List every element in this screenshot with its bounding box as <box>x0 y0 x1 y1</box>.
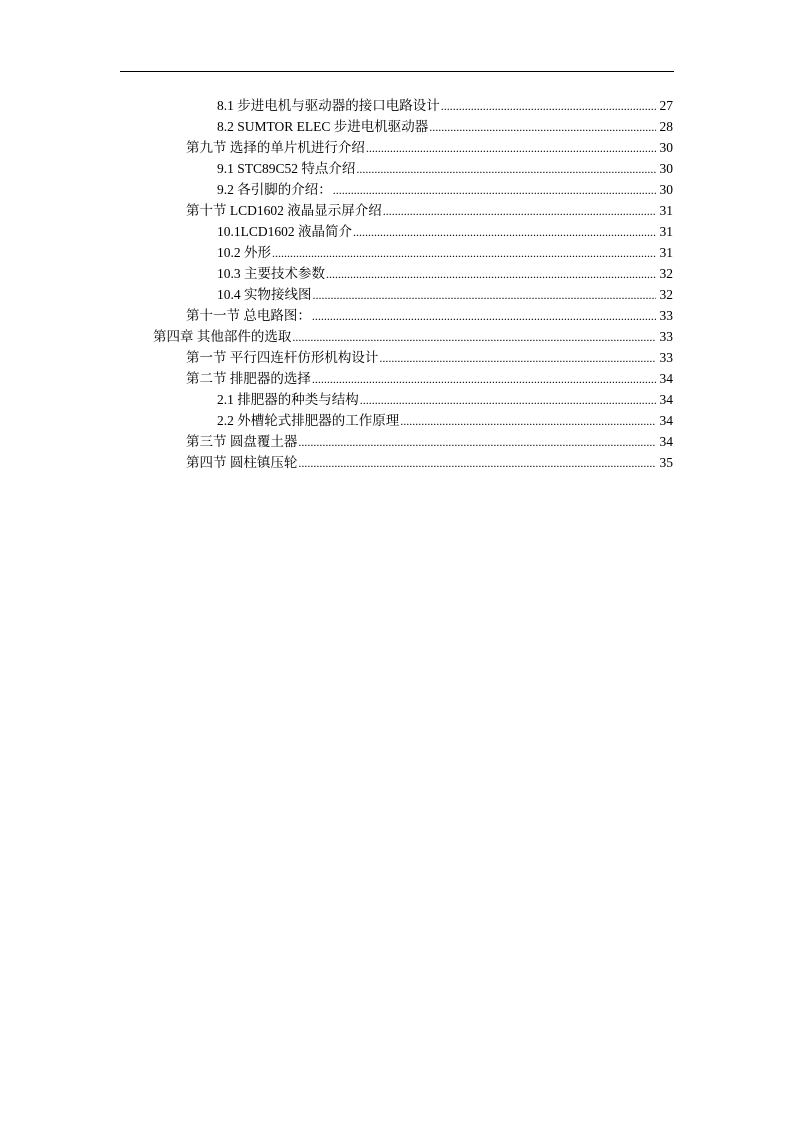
toc-dot-leader <box>441 96 656 117</box>
toc-dot-leader <box>333 180 656 201</box>
toc-entry[interactable] <box>186 200 673 221</box>
toc-entry-page: 31 <box>659 224 673 239</box>
toc-entry[interactable] <box>153 326 673 347</box>
toc-entry-label: 第十一节 总电路图： <box>186 308 311 323</box>
toc-dot-leader <box>312 306 656 327</box>
toc-entry[interactable] <box>217 284 673 305</box>
toc-dot-leader <box>312 369 656 390</box>
toc-entry-page: 32 <box>659 266 673 281</box>
toc-dot-leader <box>326 264 656 285</box>
toc-entry[interactable] <box>186 137 673 158</box>
toc-entry-label: 8.1 步进电机与驱动器的接口电路设计 <box>217 98 440 113</box>
toc-entry-label: 10.1LCD1602 液晶简介 <box>217 224 352 239</box>
toc-entry-page: 35 <box>659 455 673 470</box>
toc-entry[interactable] <box>217 179 673 200</box>
toc-entry-page: 27 <box>659 98 673 113</box>
toc-entry-page: 33 <box>659 308 673 323</box>
toc-entry[interactable] <box>217 263 673 284</box>
toc-entry-label: 2.1 排肥器的种类与结构 <box>217 392 359 407</box>
toc-entry[interactable] <box>217 242 673 263</box>
toc-entry-page: 30 <box>659 140 673 155</box>
toc-entry-label: 10.4 实物接线图 <box>217 287 312 302</box>
toc-entry-page: 30 <box>659 182 673 197</box>
toc-entry-page: 33 <box>659 329 673 344</box>
toc-entry[interactable] <box>186 431 673 452</box>
toc-dot-leader <box>429 117 656 138</box>
toc-dot-leader <box>400 411 656 432</box>
toc-dot-leader <box>298 432 656 453</box>
toc-entry-page: 30 <box>659 161 673 176</box>
toc-entry[interactable] <box>186 305 673 326</box>
toc-entry-label: 第十节 LCD1602 液晶显示屏介绍 <box>186 203 382 218</box>
toc-entry-label: 第二节 排肥器的选择 <box>186 371 311 386</box>
toc-entry[interactable] <box>217 95 673 116</box>
toc-entry-page: 31 <box>659 245 673 260</box>
toc-entry-page: 31 <box>659 203 673 218</box>
toc-dot-leader <box>292 327 656 348</box>
toc-dot-leader <box>383 201 656 222</box>
toc-entry[interactable] <box>217 116 673 137</box>
toc-dot-leader <box>313 285 657 306</box>
toc-entry[interactable] <box>186 347 673 368</box>
toc-dot-leader <box>298 453 656 474</box>
toc-entry[interactable] <box>217 410 673 431</box>
toc-entry-label: 2.2 外槽轮式排肥器的工作原理 <box>217 413 400 428</box>
toc-entry-label: 10.3 主要技术参数 <box>217 266 325 281</box>
header-rule <box>120 71 674 72</box>
toc-dot-leader <box>379 348 656 369</box>
toc-entry-label: 第一节 平行四连杆仿形机构设计 <box>186 350 379 365</box>
toc-entry-label: 第四节 圆柱镇压轮 <box>186 455 298 470</box>
toc-dot-leader <box>356 159 656 180</box>
toc-entry-label: 9.2 各引脚的介绍： <box>217 182 332 197</box>
toc-entry-label: 第三节 圆盘覆土器 <box>186 434 298 449</box>
toc-entry-page: 34 <box>659 434 673 449</box>
toc-entry[interactable] <box>186 368 673 389</box>
toc-entry[interactable] <box>217 158 673 179</box>
toc-entry-page: 33 <box>659 350 673 365</box>
toc-entry-label: 第四章 其他部件的选取 <box>153 329 292 344</box>
toc-entry-label: 第九节 选择的单片机进行介绍 <box>186 140 365 155</box>
toc-entry[interactable] <box>217 221 673 242</box>
toc-entry-page: 34 <box>659 413 673 428</box>
toc-entry[interactable] <box>217 389 673 410</box>
toc-entry[interactable] <box>186 452 673 473</box>
toc-entry-label: 8.2 SUMTOR ELEC 步进电机驱动器 <box>217 119 429 134</box>
toc-entry-page: 34 <box>659 371 673 386</box>
toc-dot-leader <box>360 390 656 411</box>
toc-entry-label: 10.2 外形 <box>217 245 271 260</box>
toc-dot-leader <box>272 243 656 264</box>
toc-entry-page: 28 <box>659 119 673 134</box>
toc-entry-label: 9.1 STC89C52 特点介绍 <box>217 161 356 176</box>
toc-entry-page: 34 <box>659 392 673 407</box>
toc-dot-leader <box>353 222 656 243</box>
toc-entry-page: 32 <box>659 287 673 302</box>
toc-dot-leader <box>366 138 656 159</box>
